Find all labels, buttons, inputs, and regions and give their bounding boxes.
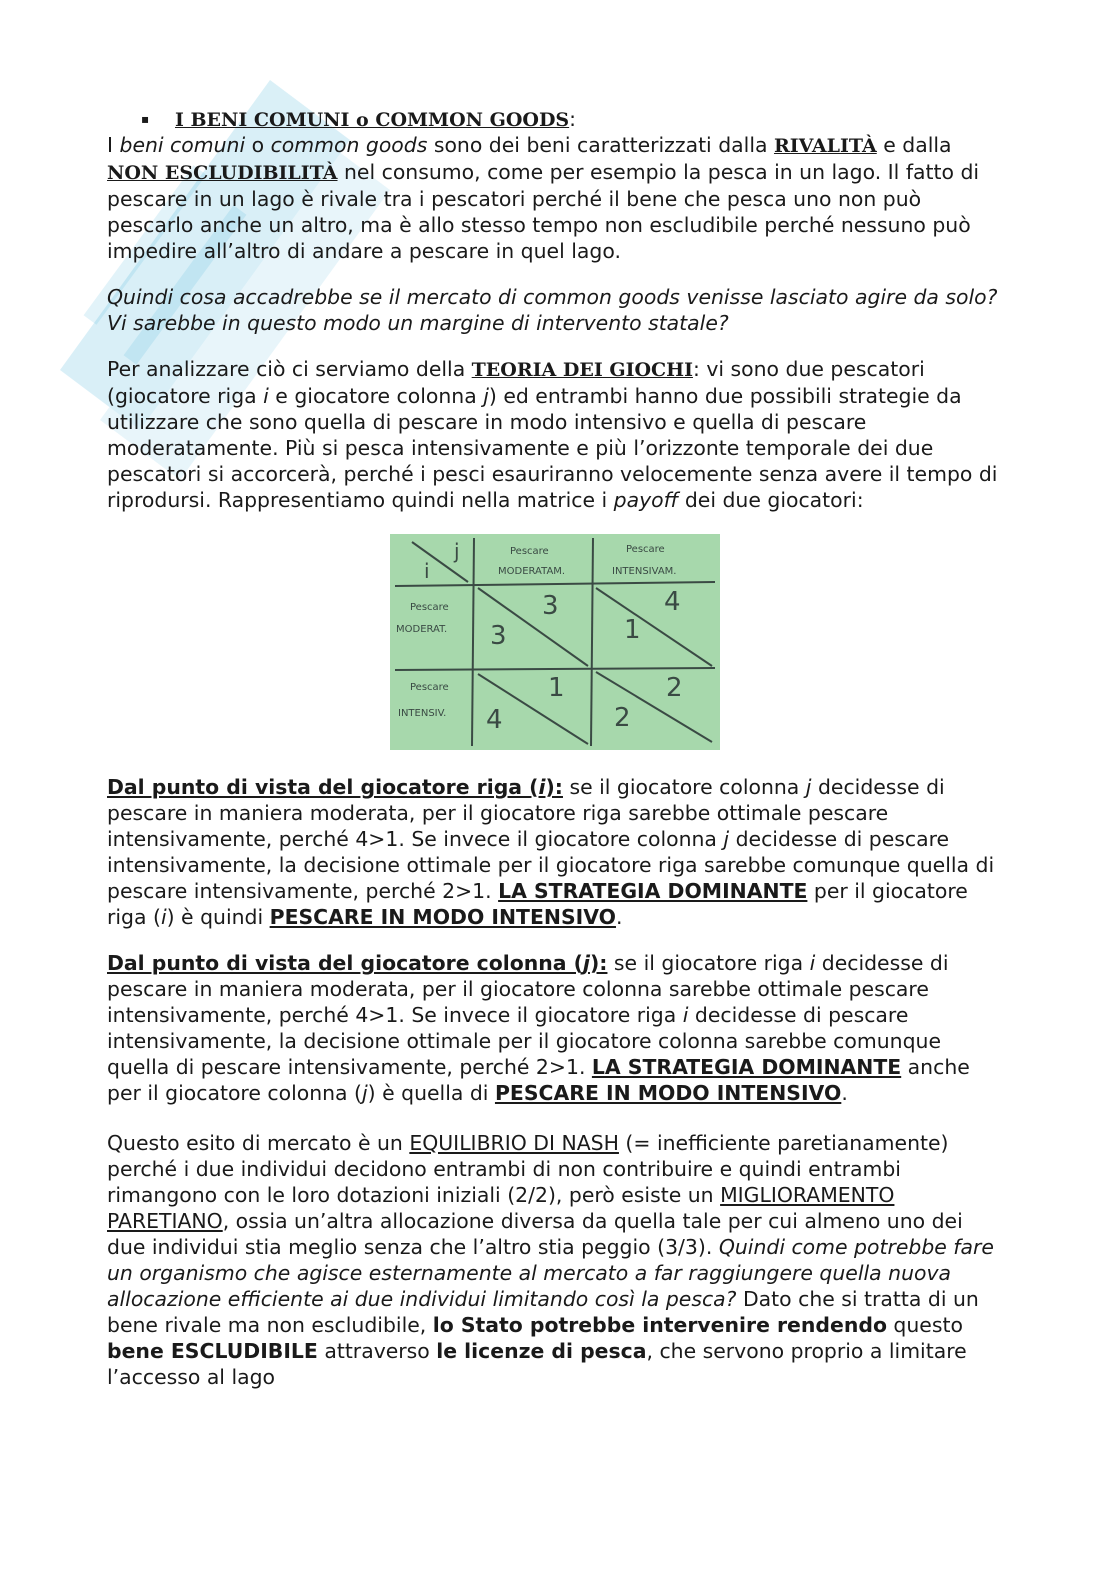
dominant-strategy-label: LA STRATEGIA DOMINANTE [498,879,808,903]
dominant-strategy-label-col: LA STRATEGIA DOMINANTE [591,1055,902,1079]
row2-header-bottom: INTENSIV. [398,708,447,719]
cell-12-col-payoff: 4 [664,587,681,617]
paragraph-nash: Questo esito di mercato è un EQUILIBRIO DI NASH (= inefficiente paretianamente) perché i due individui decidono entrambi di non contribuire e quindi entrambi rimangono con le loro dotazioni iniziali (2/2), però esiste un MIGLIORAMENTO PARETIANO, ossia un’altra allocazione diversa da quella tale per cui almeno uno dei due individui stia meglio senza che l’altro stia peggio (3/3). Quindi come potrebbe fare un organismo che agisce esternamente al mercato a far raggiungere quella nuova allocazione efficiente ai due individui limitando così la pesca? Dato che si tratta di un bene rivale ma non escludibile, lo Stato potrebbe intervenire rendendo questo bene ESCLUDIBILE attraverso le licenze di pesca, che servono proprio a limitare l’accesso al lago [107,1131,994,1389]
cell-11-col-payoff: 3 [542,591,559,621]
term-miglioramento-paretiano: MIGLIORAMENTO PARETIANO [107,1183,895,1233]
row1-header-top: Pescare [410,602,449,613]
row-player-label: i [424,559,430,583]
cell-21-col-payoff: 1 [548,673,565,703]
paragraph-question: Quindi cosa accadrebbe se il mercato di common goods venisse lasciato agire da solo? Vi sarebbe in questo modo un margine di intervento statale? [107,285,998,335]
paragraph-col-player: Dal punto di vista del giocatore colonna (j): se il giocatore riga i decidesse di pescare in maniera moderata, per il giocatore colonna sarebbe ottimale pescare intensivamente, perché 4>1. Se invece il giocatore riga i decidesse di pescare intensivamente, la decisione ottimale per il giocatore colonna sarebbe comunque quella di pescare intensivamente, perché 2>1. LA STRATEGIA DOMINANTE anche per il giocatore colonna (j) è quella di PESCARE IN MODO INTENSIVO. [107,951,970,1105]
col-player-label: j [454,539,460,563]
col2-header-bottom: INTENSIVAM. [612,566,677,577]
paragraph-game-theory: Per analizzare ciò ci serviamo della TEORIA DEI GIOCHI: vi sono due pescatori (giocatore riga i e giocatore colonna j) ed entrambi hanno due possibili strategie da utilizzare che sono quella di pescare in modo intensivo e quella di pescare moderatamente. Più si pesca intensivamente e più l’orizzonte temporale dei due pescatori si accorcerà, perché i pesci esauriranno velocemente senza avere il tempo di riprodursi. Rappresentiamo quindi nella matrice i payoff dei due giocatori: [107,357,998,512]
cell-22-col-payoff: 2 [666,673,683,703]
section-heading: ▪ I BENI COMUNI o COMMON GOODS: [107,104,1007,132]
document-content [107,104,1007,1390]
row1-header-bottom: MODERAT. [396,624,448,635]
term-rivalita: RIVALITÀ [773,135,877,157]
section-title: I BENI COMUNI o COMMON GOODS [175,109,570,131]
dominant-strategy-value-col: PESCARE IN MODO INTENSIVO [494,1081,842,1105]
term-equilibrio-nash: EQUILIBRIO DI NASH [409,1131,619,1155]
col1-header-bottom: MODERATAM. [498,566,566,577]
paragraph-intro: I beni comuni o common goods sono dei beni caratterizzati dalla RIVALITÀ e dalla NON ESCLUDIBILITÀ nel consumo, come per esempio la pesca in un lago. Il fatto di pescare in un lago è rivale tra i pescatori perché il bene che pesca uno non può pescarlo anche un altro, ma è allo stesso tempo non escludibile perché nessuno può impedire all’altro di andare a pescare in quel lago. [107,133,980,263]
term-teoria-dei-giochi: TEORIA DEI GIOCHI [471,359,693,381]
bullet-icon: ▪ [141,112,150,126]
payoff-matrix-figure [390,534,720,750]
cell-21-row-payoff: 4 [486,705,503,735]
dominant-strategy-value: PESCARE IN MODO INTENSIVO [269,905,616,929]
col2-header-top: Pescare [626,544,665,555]
col-player-heading: Dal punto di vista del giocatore colonna (j): [107,951,608,975]
term-non-escludibilita: NON ESCLUDIBILITÀ [107,162,338,184]
row2-header-top: Pescare [410,682,449,693]
row-player-heading: Dal punto di vista del giocatore riga (i): [107,775,563,799]
payoff-matrix [390,534,720,750]
paragraph-row-player: Dal punto di vista del giocatore riga (i): se il giocatore colonna j decidesse di pescare in maniera moderata, per il giocatore riga sarebbe ottimale pescare intensivamente, perché 4>1. Se invece il giocatore colonna j decidesse di pescare intensivamente, la decisione ottimale per il giocatore riga sarebbe comunque quella di pescare intensivamente, perché 2>1. LA STRATEGIA DOMINANTE per il giocatore riga (i) è quindi PESCARE IN MODO INTENSIVO. [107,775,995,929]
cell-22-row-payoff: 2 [614,703,631,733]
cell-11-row-payoff: 3 [490,621,507,651]
col1-header-top: Pescare [510,546,549,557]
cell-12-row-payoff: 1 [624,615,641,645]
